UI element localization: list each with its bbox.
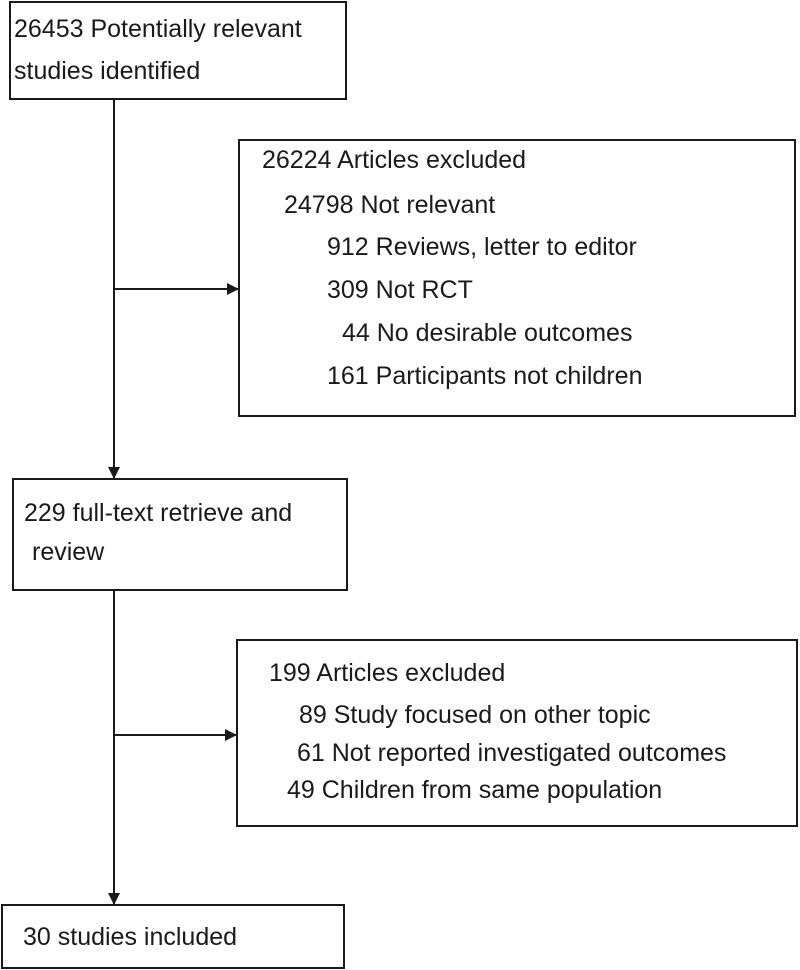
included-label: 30 studies included — [23, 923, 238, 951]
excluded-first-item: 161 Participants not children — [327, 362, 643, 390]
identified-line1: 26453 Potentially relevant — [14, 15, 302, 43]
excluded-first-title: 26224 Articles excluded — [262, 146, 527, 174]
fulltext-box — [12, 478, 348, 591]
excluded-first-item: 309 Not RCT — [327, 276, 473, 304]
excluded-first-item: 912 Reviews, letter to editor — [327, 233, 637, 261]
fulltext-line1: 229 full-text retrieve and — [24, 499, 293, 527]
excluded-first-item: 44 No desirable outcomes — [342, 319, 633, 347]
identified-line2: studies identified — [14, 57, 201, 85]
excluded-first-item: 24798 Not relevant — [284, 191, 496, 219]
excluded-second-item: 61 Not reported investigated outcomes — [297, 739, 727, 767]
excluded-second-item: 49 Children from same population — [287, 776, 663, 804]
fulltext-line2: review — [32, 538, 105, 566]
excluded-second-title: 199 Articles excluded — [269, 659, 506, 687]
excluded-second-item: 89 Study focused on other topic — [299, 701, 651, 729]
